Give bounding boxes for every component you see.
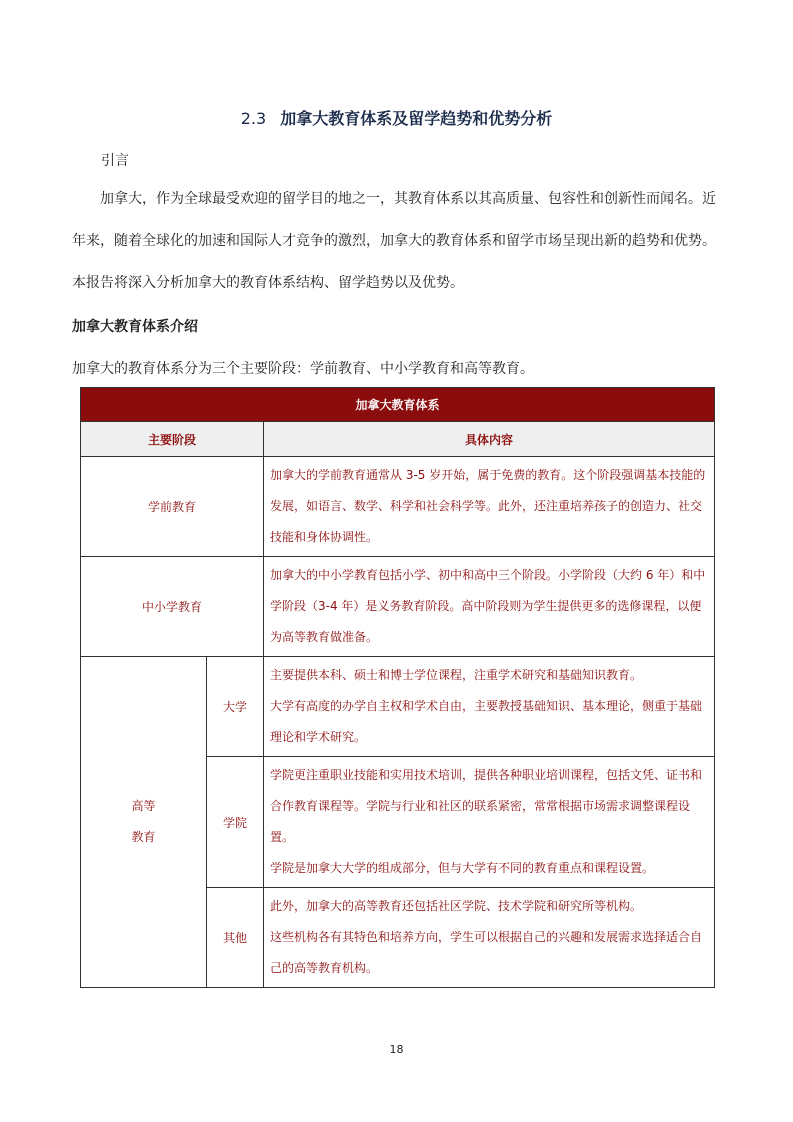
content-line: 加拿大的学前教育通常从 3-5 岁开始，属于免费的教育。这个阶段强调基本技能的 bbox=[270, 468, 706, 482]
table-row bbox=[81, 657, 715, 757]
content-college bbox=[264, 757, 715, 888]
content-line: 这些机构各有其特色和培养方向，学生可以根据自己的兴趣和发展需求选择适合自 bbox=[270, 930, 703, 944]
header-content: 具体内容 bbox=[264, 422, 715, 457]
content-line: 己的高等教育机构。 bbox=[270, 961, 379, 975]
intro-paragraph bbox=[72, 178, 722, 304]
content-line: 理论和学术研究。 bbox=[270, 730, 367, 744]
content-line: 发展，如语言、数学、科学和社会科学等。此外，还注重培养孩子的创造力、社交 bbox=[270, 499, 703, 513]
content-line: 学院更注重职业技能和实用技术培训，提供各种职业培训课程，包括文凭、证书和 bbox=[270, 768, 703, 782]
content-university bbox=[264, 657, 715, 757]
stage-higher-line-1: 高等 bbox=[131, 799, 156, 813]
education-system-table bbox=[80, 387, 715, 988]
section-title: 加拿大教育体系及留学趋势和优势分析 bbox=[280, 109, 553, 128]
content-line: 技能和身体协调性。 bbox=[270, 530, 379, 544]
sub-university: 大学 bbox=[207, 657, 264, 757]
stage-preschool: 学前教育 bbox=[81, 457, 264, 557]
content-line: 加拿大的中小学教育包括小学、初中和高中三个阶段。小学阶段（大约 6 年）和中 bbox=[270, 568, 706, 582]
content-line: 主要提供本科、硕士和博士学位课程，注重学术研究和基础知识教育。 bbox=[270, 668, 643, 682]
content-other bbox=[264, 888, 715, 988]
section-heading: 加拿大教育体系介绍 bbox=[72, 319, 198, 335]
content-line: 学院是加拿大大学的组成部分，但与大学有不同的教育重点和课程设置。 bbox=[270, 861, 655, 875]
intro-line-1: 加拿大，作为全球最受欢迎的留学目的地之一，其教育体系以其高质量、包容性和创新性而闻名。近 bbox=[100, 191, 716, 207]
table-row bbox=[81, 557, 715, 657]
stage-higher-line-2: 教育 bbox=[131, 830, 156, 844]
stage-higher bbox=[81, 657, 207, 988]
content-line: 合作教育课程等。学院与行业和社区的联系紧密，常常根据市场需求调整课程设置。 bbox=[270, 799, 691, 844]
page-title bbox=[0, 106, 793, 129]
content-preschool bbox=[264, 457, 715, 557]
table-caption: 加拿大教育体系 bbox=[81, 388, 715, 422]
content-line: 此外，加拿大的高等教育还包括社区学院、技术学院和研究所等机构。 bbox=[270, 899, 643, 913]
sub-college: 学院 bbox=[207, 757, 264, 888]
intro-label: 引言 bbox=[101, 153, 129, 169]
intro-line-2: 年来，随着全球化的加速和国际人才竞争的激烈，加拿大的教育体系和留学市场呈现出新的趋势和优势。 bbox=[72, 233, 716, 249]
section-intro: 加拿大的教育体系分为三个主要阶段：学前教育、中小学教育和高等教育。 bbox=[72, 361, 534, 377]
page-number: 18 bbox=[389, 1043, 404, 1056]
stage-k12: 中小学教育 bbox=[81, 557, 264, 657]
sub-other: 其他 bbox=[207, 888, 264, 988]
content-line: 为高等教育做准备。 bbox=[270, 630, 379, 644]
content-line: 大学有高度的办学自主权和学术自由，主要教授基础知识、基本理论，侧重于基础 bbox=[270, 699, 703, 713]
table-row bbox=[81, 457, 715, 557]
section-number: 2.3 bbox=[240, 109, 267, 128]
content-line: 学阶段（3-4 年）是义务教育阶段。高中阶段则为学生提供更多的选修课程，以便 bbox=[270, 599, 702, 613]
intro-line-3: 本报告将深入分析加拿大的教育体系结构、留学趋势以及优势。 bbox=[72, 275, 464, 291]
header-stage: 主要阶段 bbox=[81, 422, 264, 457]
content-k12 bbox=[264, 557, 715, 657]
